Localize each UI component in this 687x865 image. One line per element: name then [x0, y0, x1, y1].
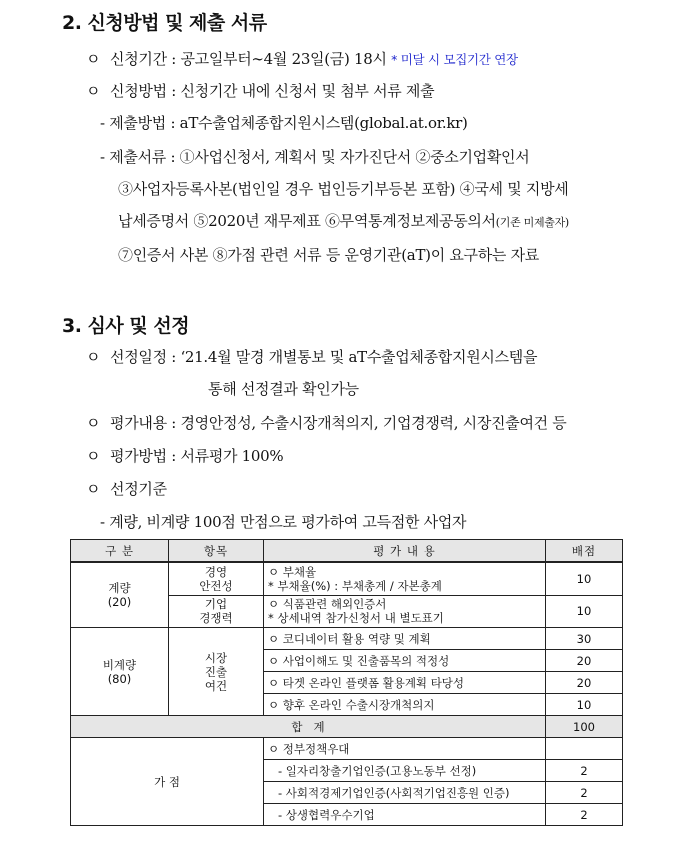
content-cert-line1: ㅇ 식품관련 해외인증서 [268, 597, 387, 612]
bonus-head: ㅇ 정부정책우대 [264, 738, 546, 760]
score-cell-empty [546, 738, 623, 760]
apply-period-text: 신청기간 : 공고일부터∼4월 23일(금) 18시 [110, 50, 387, 68]
table-row [71, 628, 623, 650]
header-score: 배점 [546, 540, 623, 563]
schedule-text: 선정일정 : ‘21.4월 말경 개별통보 및 aT수출업체종합지원시스템을 [110, 348, 538, 366]
quant-points: (20) [107, 595, 132, 609]
content-cell: - 상생협력우수기업 [264, 804, 546, 826]
total-label: 합 계 [71, 716, 546, 738]
bullet: ㅇ [86, 82, 101, 100]
bullet: ㅇ [86, 50, 101, 68]
nonquant-cell [71, 628, 169, 716]
content-cell: ㅇ 코디네이터 활용 역량 및 계획 [264, 628, 546, 650]
score-cell: 20 [546, 650, 623, 672]
submit-docs-line3 [118, 210, 569, 231]
nonquant-points: (80) [107, 671, 132, 686]
section2-title: 2. 신청방법 및 제출 서류 [62, 12, 267, 34]
score-cell: 10 [546, 595, 623, 628]
content-cert-line2: * 상세내역 참가신청서 내 별도표기 [268, 611, 444, 626]
score-cell: 2 [546, 804, 623, 826]
submit-docs-line3-text: 납세증명서 ⑤2020년 재무제표 ⑥무역통계정보제공동의서 [118, 212, 496, 230]
score-cell: 2 [546, 760, 623, 782]
schedule-line1 [86, 346, 537, 367]
bullet: ㅇ [86, 447, 101, 465]
apply-period-note: * 미달 시 모집기간 연장 [391, 52, 518, 67]
table-header-row [71, 540, 623, 563]
eval-method [86, 445, 283, 466]
total-score: 100 [546, 716, 623, 738]
nonquant-label: 비계량 [102, 657, 137, 672]
bullet: ㅇ [86, 348, 101, 366]
table-row [71, 738, 623, 760]
section3-title: 3. 심사 및 선정 [62, 315, 190, 337]
criteria-sub: - 계량, 비계량 100점 만점으로 평가하여 고득점한 사업자 [100, 513, 467, 531]
score-cell: 30 [546, 628, 623, 650]
content-debt [264, 562, 546, 595]
table-row [71, 562, 623, 595]
item-market: 시장 진출 여건 [169, 628, 264, 716]
submit-docs-line2: ③사업자등록사본(법인일 경우 법인등기부등본 포함) ④국세 및 지방세 [118, 180, 569, 198]
criteria-text: 선정기준 [110, 480, 167, 498]
quant-label: 계량 [108, 581, 131, 595]
schedule-line2: 통해 선정결과 확인가능 [208, 380, 359, 398]
score-cell: 10 [546, 562, 623, 595]
eval-method-text: 평가방법 : 서류평가 100% [110, 447, 284, 465]
submit-docs-line3-note: (기존 미제출자) [495, 216, 569, 229]
apply-method-text: 신청방법 : 신청기간 내에 신청서 및 첨부 서류 제출 [110, 82, 435, 100]
eval-content-text: 평가내용 : 경영안정성, 수출시장개척의지, 기업경쟁력, 시장진출여건 등 [110, 414, 567, 432]
content-cell: - 일자리창출기업인증(고용노동부 선정) [264, 760, 546, 782]
score-cell: 10 [546, 694, 623, 716]
apply-method [86, 80, 434, 101]
apply-period [86, 48, 518, 69]
evaluation-table [70, 539, 623, 826]
total-row [71, 716, 623, 738]
item-competitiveness: 기업 경쟁력 [169, 595, 264, 628]
bonus-label: 가 점 [71, 738, 264, 826]
content-cert [264, 595, 546, 628]
header-category: 구 분 [71, 540, 169, 563]
quant-cell [71, 562, 169, 628]
content-cell: - 사회적경제기업인증(사회적기업진흥원 인증) [264, 782, 546, 804]
header-item: 항목 [169, 540, 264, 563]
item-stability: 경영 안전성 [169, 562, 264, 595]
content-cell: ㅇ 타겟 온라인 플랫폼 활용계획 타당성 [264, 672, 546, 694]
submit-docs-line1: - 제출서류 : ①사업신청서, 계획서 및 자가진단서 ②중소기업확인서 [100, 148, 530, 166]
bullet: ㅇ [86, 414, 101, 432]
score-cell: 20 [546, 672, 623, 694]
eval-content [86, 412, 566, 433]
score-cell: 2 [546, 782, 623, 804]
bullet: ㅇ [86, 480, 101, 498]
content-debt-line1: ㅇ 부채율 [268, 564, 317, 579]
submit-method: - 제출방법 : aT수출업체종합지원시스템(global.at.or.kr) [100, 114, 468, 132]
header-content: 평 가 내 용 [264, 540, 546, 563]
content-cell: ㅇ 사업이해도 및 진출품목의 적정성 [264, 650, 546, 672]
content-cell: ㅇ 향후 온라인 수출시장개척의지 [264, 694, 546, 716]
content-debt-line2: * 부채율(%) : 부채총계 / 자본총계 [268, 578, 442, 593]
submit-docs-line4: ⑦인증서 사본 ⑧가점 관련 서류 등 운영기관(aT)이 요구하는 자료 [118, 246, 539, 264]
criteria [86, 478, 167, 499]
